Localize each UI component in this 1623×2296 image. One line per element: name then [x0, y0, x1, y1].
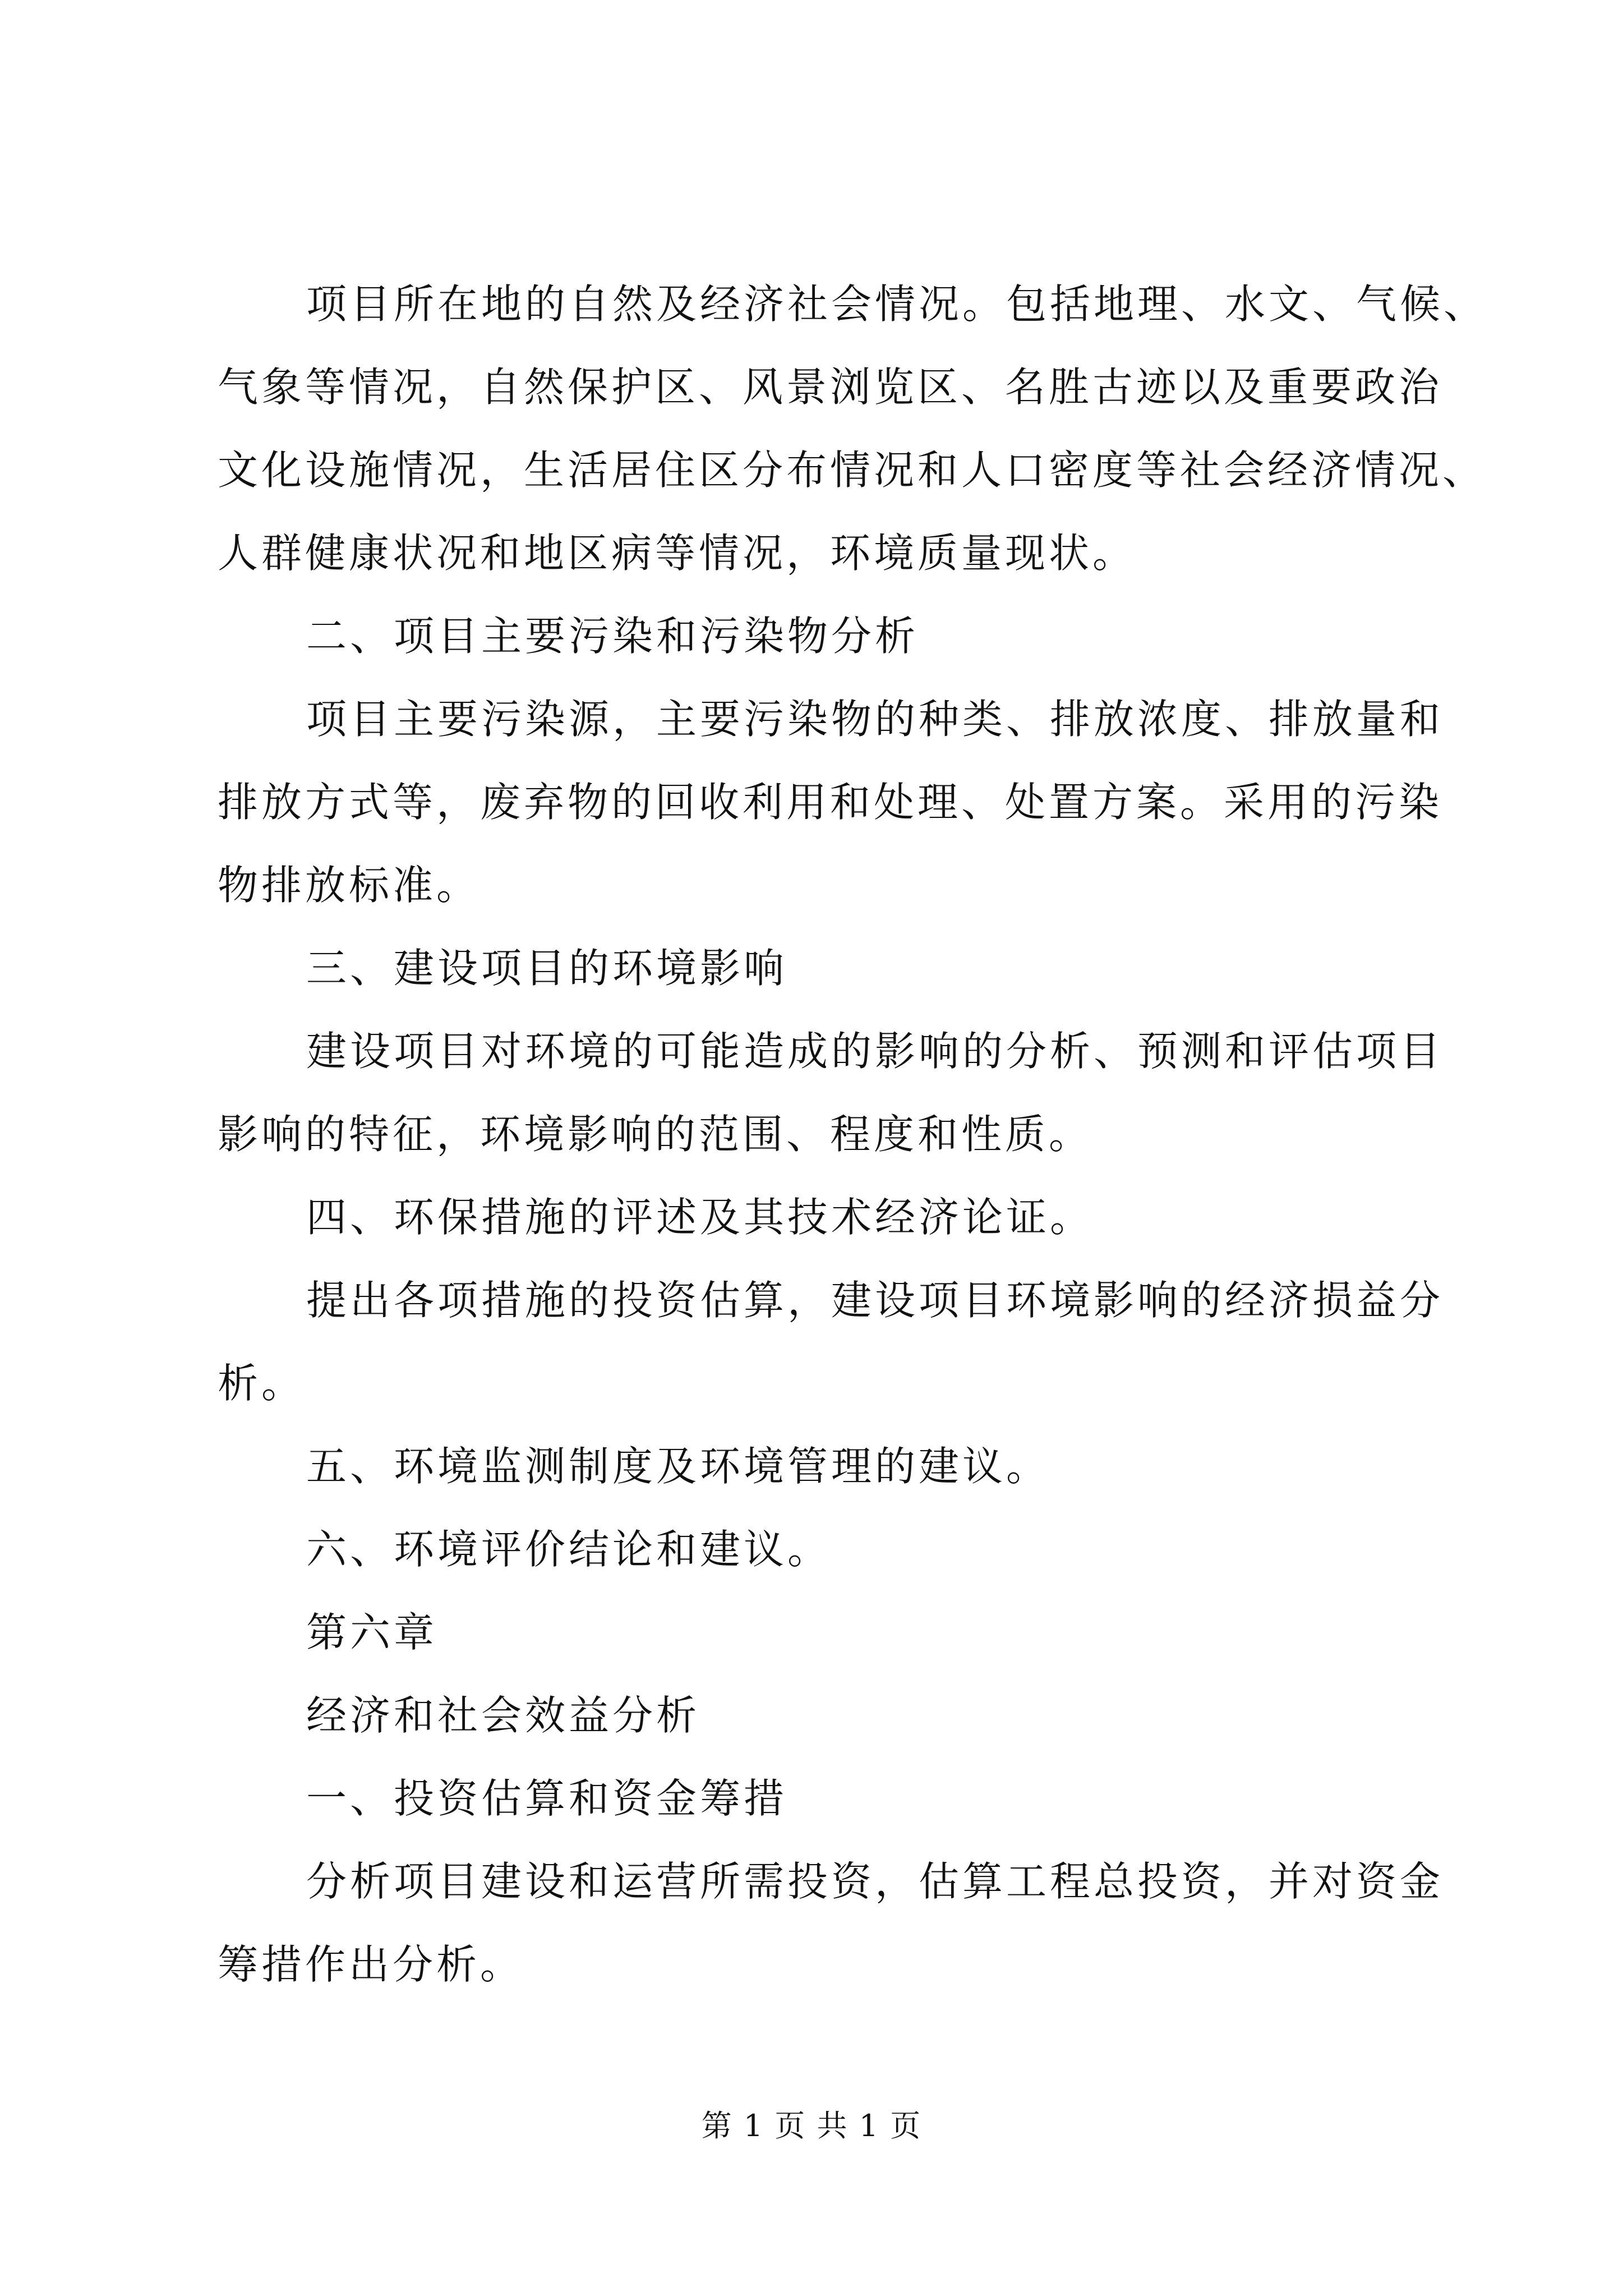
section-heading: 五、环境监测制度及环境管理的建议。 — [306, 1443, 1050, 1490]
paragraph-line: 人群健康状况和地区病等情况，环境质量现状。 — [218, 530, 1137, 577]
paragraph-line: 建设项目对环境的可能造成的影响的分析、预测和评估项目 — [306, 1028, 1444, 1075]
section-heading: 一、投资估算和资金筹措 — [306, 1775, 788, 1822]
paragraph-line: 分析项目建设和运营所需投资，估算工程总投资，并对资金 — [306, 1858, 1444, 1905]
section-heading: 六、环境评价结论和建议。 — [306, 1526, 832, 1573]
paragraph-line: 项目主要污染源，主要污染物的种类、排放浓度、排放量和 — [306, 696, 1444, 743]
paragraph-line: 物排放标准。 — [218, 862, 481, 909]
section-heading: 三、建设项目的环境影响 — [306, 945, 788, 992]
paragraph-line: 析。 — [218, 1360, 306, 1407]
chapter-number: 第六章 — [306, 1609, 438, 1656]
paragraph-line: 文化设施情况，生活居住区分布情况和人口密度等社会经济情况、 — [218, 447, 1487, 494]
paragraph-line: 气象等情况，自然保护区、风景浏览区、名胜古迹以及重要政治 — [218, 364, 1443, 411]
section-heading: 二、项目主要污染和污染物分析 — [306, 613, 919, 660]
section-heading: 四、环保措施的评述及其技术经济论证。 — [306, 1194, 1094, 1241]
paragraph-line: 提出各项措施的投资估算，建设项目环境影响的经济损益分 — [306, 1277, 1444, 1324]
page-footer: 第 1 页 共 1 页 — [701, 2108, 922, 2143]
document-body — [218, 263, 1488, 2006]
paragraph-line: 项目所在地的自然及经济社会情况。包括地理、水文、气候、 — [306, 280, 1488, 328]
paragraph-line: 影响的特征，环境影响的范围、程度和性质。 — [218, 1111, 1093, 1158]
paragraph-line: 筹措作出分析。 — [218, 1941, 524, 1988]
paragraph-line: 排放方式等，废弃物的回收利用和处理、处置方案。采用的污染 — [218, 779, 1443, 826]
chapter-title: 经济和社会效益分析 — [306, 1692, 700, 1739]
